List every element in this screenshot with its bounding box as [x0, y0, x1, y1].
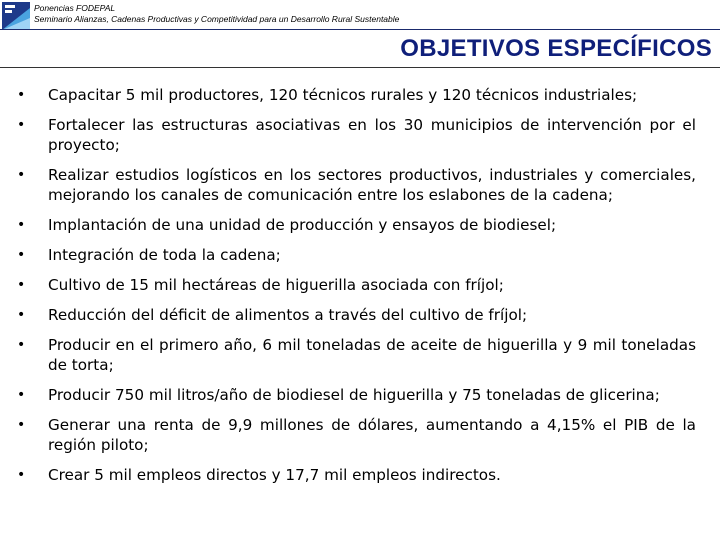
objective-text: Producir en el primero año, 6 mil toneladas de aceite de higuerilla y 9 mil toneladas de torta; — [48, 336, 696, 374]
bullet-icon: • — [17, 167, 26, 183]
title-divider — [0, 67, 720, 68]
bullet-icon: • — [17, 277, 26, 293]
objective-text: Crear 5 mil empleos directos y 17,7 mil empleos indirectos. — [48, 466, 501, 484]
header-text — [34, 3, 399, 25]
bullet-icon: • — [17, 337, 26, 353]
objective-text: Cultivo de 15 mil hectáreas de higuerilla asociada con fríjol; — [48, 276, 504, 294]
objective-item — [0, 275, 720, 295]
objective-item — [0, 245, 720, 265]
page-title: OBJETIVOS ESPECÍFICOS — [400, 35, 712, 62]
bullet-icon: • — [17, 117, 26, 133]
bullet-icon: • — [17, 247, 26, 263]
objective-text: Producir 750 mil litros/año de biodiesel de higuerilla y 75 toneladas de glicerina; — [48, 386, 660, 404]
objective-item — [0, 385, 720, 405]
objective-item — [0, 305, 720, 325]
objective-item — [0, 215, 720, 235]
objective-text: Capacitar 5 mil productores, 120 técnicos rurales y 120 técnicos industriales; — [48, 86, 638, 104]
header-line-2: Seminario Alianzas, Cadenas Productivas y Competitividad para un Desarrollo Rural Sustentable — [34, 14, 400, 24]
objective-text: Reducción del déficit de alimentos a través del cultivo de fríjol; — [48, 306, 528, 324]
bullet-icon: • — [17, 217, 26, 233]
objective-text: Implantación de una unidad de producción y ensayos de biodiesel; — [48, 216, 557, 234]
bullet-icon: • — [17, 387, 26, 403]
bullet-icon: • — [17, 467, 26, 483]
bullet-icon: • — [17, 307, 26, 323]
bullet-icon: • — [17, 87, 26, 103]
objective-text: Fortalecer las estructuras asociativas en los 30 municipios de intervención por el proyecto; — [48, 116, 696, 154]
objective-text: Integración de toda la cadena; — [48, 246, 281, 264]
objective-item — [0, 415, 720, 455]
objective-text: Generar una renta de 9,9 millones de dólares, aumentando a 4,15% el PIB de la región piloto; — [48, 416, 696, 454]
header-divider — [0, 29, 720, 30]
bullet-icon: • — [17, 417, 26, 433]
objective-item — [0, 115, 720, 155]
objectives-list — [0, 85, 720, 495]
objective-item — [0, 85, 720, 105]
objective-text: Realizar estudios logísticos en los sectores productivos, industriales y comerciales, mejorando los canales de comunicación entre los eslabones de la cadena; — [48, 166, 696, 204]
objective-item — [0, 335, 720, 375]
objective-item — [0, 465, 720, 485]
header-line-1: Ponencias FODEPAL — [34, 3, 116, 13]
fodepal-logo-icon — [2, 2, 30, 30]
objective-item — [0, 165, 720, 205]
